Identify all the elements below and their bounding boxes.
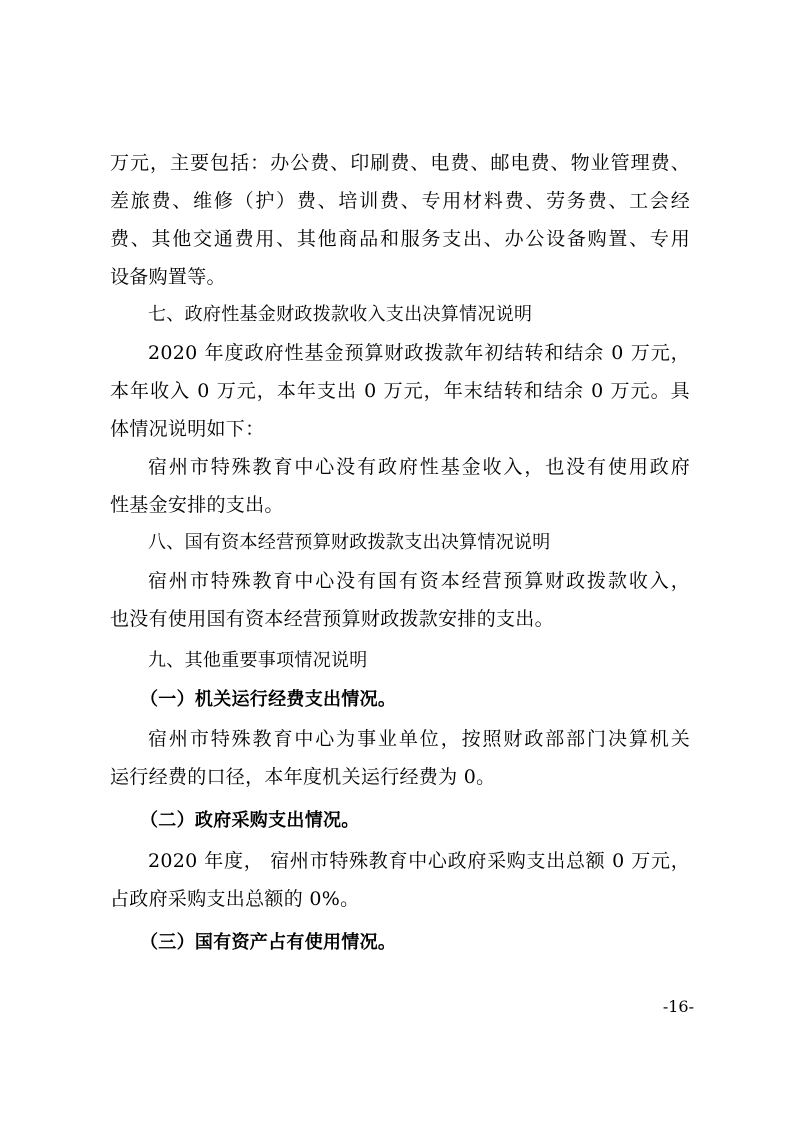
body-text-line: 宿州市特殊教育中心为事业单位，按照财政部部门决算机关 xyxy=(148,728,690,750)
body-text-line: 本年收入 0 万元，本年支出 0 万元，年末结转和结余 0 万元。具 xyxy=(110,380,690,402)
body-text-line: 差旅费、维修（护）费、培训费、专用材料费、劳务费、工会经 xyxy=(110,190,690,212)
page-number: -16- xyxy=(662,997,694,1016)
section-heading: 八、国有资本经营预算财政拨款支出决算情况说明 xyxy=(148,532,551,553)
body-text-line: 宿州市特殊教育中心没有政府性基金收入，也没有使用政府 xyxy=(148,456,690,478)
body-text-line: 占政府采购支出总额的 0%。 xyxy=(110,888,360,910)
sub-heading: （三）国有资产占有使用情况。 xyxy=(140,932,397,953)
body-text-line: 运行经费的口径，本年度机关运行经费为 0。 xyxy=(110,766,496,788)
body-text-line: 也没有使用国有资本经营预算财政拨款安排的支出。 xyxy=(110,608,554,630)
section-heading: 七、政府性基金财政拨款收入支出决算情况说明 xyxy=(148,304,533,325)
sub-heading: （二）政府采购支出情况。 xyxy=(140,810,360,831)
sub-heading: （一）机关运行经费支出情况。 xyxy=(140,689,397,710)
body-text-line: 体情况说明如下： xyxy=(110,418,265,440)
body-text-line: 2020 年度， 宿州市特殊教育中心政府采购支出总额 0 万元， xyxy=(148,850,690,872)
body-text-line: 性基金安排的支出。 xyxy=(110,494,284,516)
body-text-line: 2020 年度政府性基金预算财政拨款年初结转和结余 0 万元， xyxy=(148,342,690,364)
body-text-line: 费、其他交通费用、其他商品和服务支出、办公设备购置、专用 xyxy=(110,228,690,250)
body-text-line: 万元，主要包括：办公费、印刷费、电费、邮电费、物业管理费、 xyxy=(110,152,690,174)
section-heading: 九、其他重要事项情况说明 xyxy=(148,650,368,671)
body-text-line: 设备购置等。 xyxy=(110,266,226,288)
body-text-line: 宿州市特殊教育中心没有国有资本经营预算财政拨款收入， xyxy=(148,570,690,592)
